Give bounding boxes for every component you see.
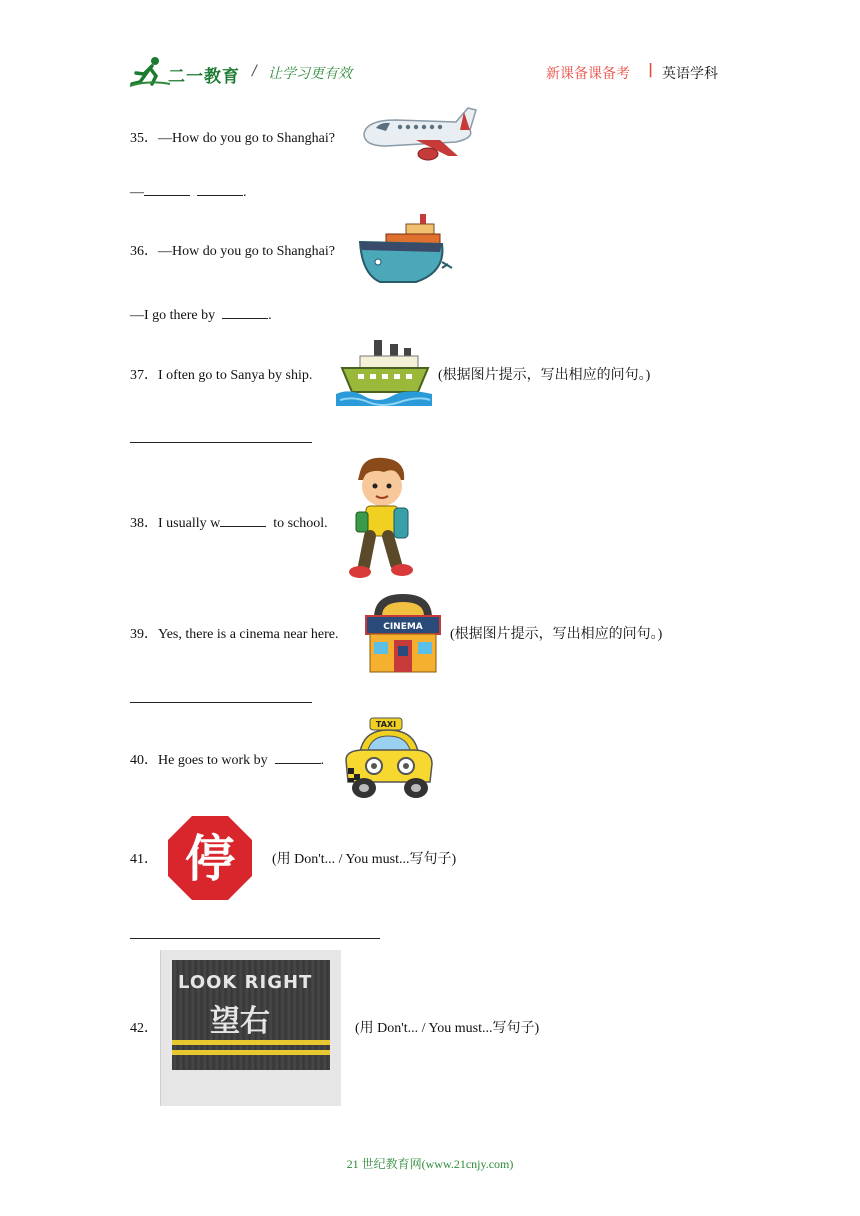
question-38: 38．I usually w to school. — [130, 516, 328, 531]
footer: 21 世纪教育网(www.21cnjy.com) — [346, 1157, 514, 1171]
hint-39: (根据图片提示，写出相应的问句。) — [450, 627, 663, 642]
question-number: 37． — [130, 368, 158, 383]
cinema-sign-text: CINEMA — [383, 622, 423, 632]
answer-line-39[interactable] — [130, 702, 312, 703]
runner-logo-icon — [128, 54, 172, 88]
question-text: —How do you go to Shanghai? — [158, 131, 335, 146]
airplane-icon — [356, 106, 480, 168]
question-text: —How do you go to Shanghai? — [158, 244, 335, 259]
taxi-sign-text: TAXI — [375, 720, 397, 729]
question-42-number: 42． — [130, 1021, 158, 1036]
question-number: 39． — [130, 627, 158, 642]
hint-37: (根据图片提示，写出相应的问句。) — [438, 368, 651, 383]
boat-icon — [356, 212, 454, 288]
road-yellow-line — [172, 1040, 330, 1045]
road-surface — [172, 960, 330, 1070]
question-text: I often go to Sanya by ship. — [158, 368, 313, 383]
answer-line-37[interactable] — [130, 442, 312, 443]
answer-35: — . — [130, 185, 247, 200]
question-number: 35． — [130, 131, 158, 146]
question-36 — [130, 244, 335, 260]
slogan: 让学习更有效 — [268, 66, 352, 82]
question-39 — [130, 627, 339, 643]
ship-icon — [334, 336, 434, 408]
stop-sign-icon — [166, 814, 254, 902]
question-number: 40． — [130, 753, 158, 768]
road-text-english: LOOK RIGHT — [178, 972, 313, 993]
look-right-photo — [160, 950, 341, 1106]
cinema-icon — [364, 592, 442, 674]
road-yellow-line — [172, 1050, 330, 1055]
header-divider: | — [648, 62, 654, 78]
answer-blank[interactable] — [220, 514, 266, 527]
question-41-number: 41． — [130, 852, 158, 867]
answer-blank[interactable] — [275, 751, 321, 764]
answer-blank[interactable] — [197, 183, 243, 196]
answer-blank[interactable] — [144, 183, 190, 196]
hint-41: (用 Don't... / You must...写句子) — [272, 852, 457, 867]
question-37 — [130, 368, 312, 384]
answer-36: —I go there by . — [130, 308, 272, 323]
answer-line-41[interactable] — [130, 938, 380, 939]
hint-42: (用 Don't... / You must...写句子) — [355, 1021, 540, 1036]
question-35 — [130, 131, 335, 147]
road-text-chinese: 望右 — [210, 1004, 270, 1039]
question-number: 38． — [130, 516, 158, 531]
question-text: Yes, there is a cinema near here. — [158, 627, 339, 642]
taxi-icon — [340, 716, 436, 800]
walking-boy-icon — [344, 454, 416, 584]
logo-text: 二一教育 — [168, 67, 240, 87]
answer-blank[interactable] — [222, 306, 268, 319]
question-number: 36． — [130, 244, 158, 259]
header-right-course: 新课备课备考 — [546, 66, 630, 82]
question-40: 40．He goes to work by . — [130, 753, 325, 768]
slogan-separator: / — [252, 63, 257, 79]
header-logo-area — [128, 54, 388, 90]
stop-sign-char: 停 — [185, 830, 235, 888]
header-right-subject: 英语学科 — [662, 66, 718, 82]
